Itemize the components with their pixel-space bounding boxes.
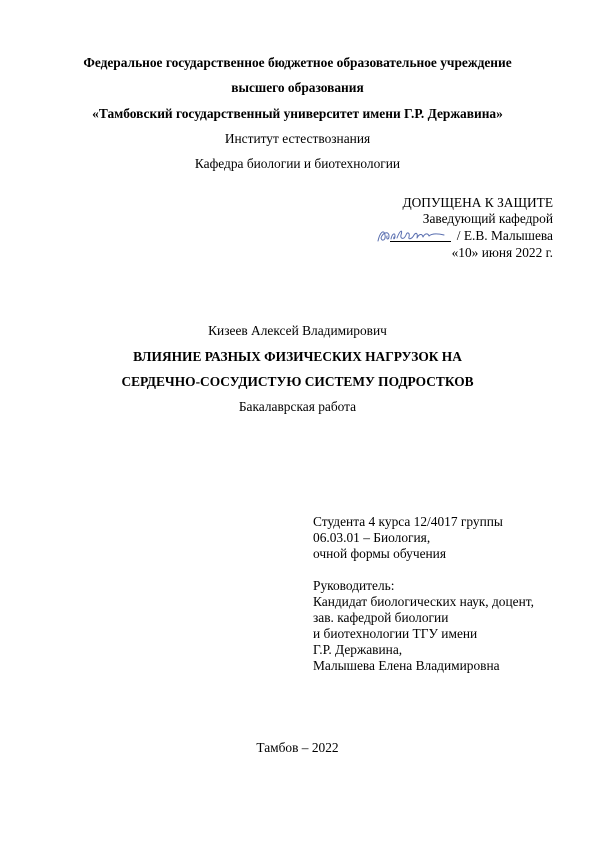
- handwritten-signature: [374, 226, 450, 246]
- university-name: «Тамбовский государственный университет имени Г.Р. Державина»: [92, 106, 503, 121]
- student-study-form: очной формы обучения: [313, 546, 447, 561]
- approval-title: ДОПУЩЕНА К ЗАЩИТЕ: [402, 195, 553, 210]
- student-program: 06.03.01 – Биология,: [313, 530, 431, 545]
- supervisor-university: Г.Р. Державина,: [313, 642, 403, 657]
- work-type: Бакалаврская работа: [238, 399, 357, 414]
- work-title-line-1: ВЛИЯНИЕ РАЗНЫХ ФИЗИЧЕСКИХ НАГРУЗОК НА: [133, 349, 462, 364]
- place-and-year: Тамбов – 2022: [256, 740, 339, 755]
- approval-signatory: / Е.В. Малышева: [456, 228, 553, 243]
- header-line-1: Федеральное государственное бюджетное образовательное учреждение: [83, 55, 512, 70]
- header-line-2: высшего образования: [231, 80, 364, 95]
- supervisor-position: зав. кафедрой биологии: [313, 610, 449, 625]
- approval-role: Заведующий кафедрой: [422, 211, 553, 226]
- supervisor-label: Руководитель:: [313, 578, 395, 593]
- approval-date: «10» июня 2022 г.: [451, 245, 553, 260]
- department-name: Кафедра биологии и биотехнологии: [194, 156, 401, 171]
- author-name: Кизеев Алексей Владимирович: [208, 323, 387, 338]
- institute-name: Институт естествознания: [224, 131, 371, 146]
- student-course: Студента 4 курса 12/4017 группы: [313, 514, 503, 529]
- signature-line: [390, 241, 451, 242]
- supervisor-name: Малышева Елена Владимировна: [313, 658, 500, 673]
- supervisor-department: и биотехнологии ТГУ имени: [313, 626, 478, 641]
- supervisor-degree: Кандидат биологических наук, доцент,: [313, 594, 534, 609]
- work-title-line-2: СЕРДЕЧНО-СОСУДИСТУЮ СИСТЕМУ ПОДРОСТКОВ: [121, 374, 474, 389]
